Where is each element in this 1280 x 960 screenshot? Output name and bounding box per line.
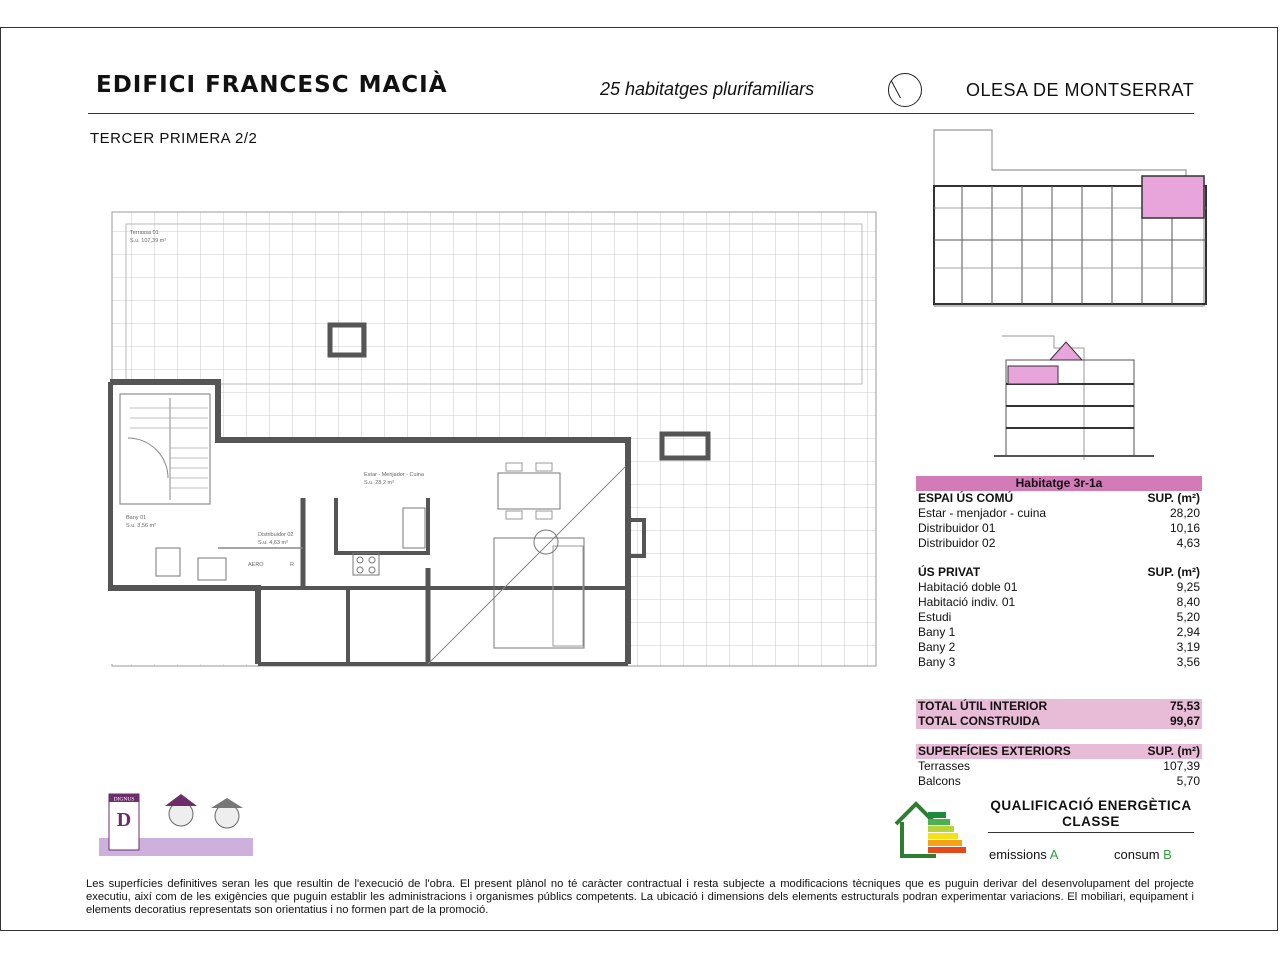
terrace-label: Terrassa 01 — [130, 230, 159, 236]
living-label: Estar - Menjador - Cuina — [364, 472, 424, 478]
table-row — [916, 580, 1202, 595]
project-subtitle: 25 habitatges plurifamiliars — [600, 79, 815, 99]
total-built-row — [916, 714, 1202, 729]
total-built-value: 99,67 — [1169, 714, 1200, 728]
table-row — [916, 506, 1202, 521]
dignus-logo — [99, 786, 253, 856]
energy-divider — [988, 832, 1194, 833]
header-divider — [88, 113, 1194, 114]
row-name: Habitació doble 01 — [918, 580, 1018, 594]
emissions-label: emissions — [989, 847, 1047, 862]
living-area-label: S.u. 28,2 m² — [364, 480, 394, 486]
consumption-grade: B — [1163, 847, 1172, 862]
area-table — [916, 476, 1202, 789]
row-value: 107,39 — [1163, 759, 1200, 773]
row-value: 28,20 — [1169, 506, 1200, 520]
r-label: R — [290, 562, 294, 568]
row-value: 3,19 — [1176, 640, 1200, 654]
aero-label: AERO — [248, 562, 264, 568]
row-name: Balcons — [918, 774, 961, 788]
distributor-area-label: S.u. 4,63 m² — [258, 540, 288, 546]
table-row — [916, 625, 1202, 640]
dwelling-header — [916, 476, 1202, 491]
disclaimer-text: Les superfícies definitives seran les que resultin de l'execució de l'obra. El present plànol no té caràcter contractual i resta subjecte a modificacions tècniques que es puguin derivar del desenvolupament del projecte executiu, així com de les exigències que puguin establir les administracions i organismes públics competents. La ubicació i dimensions dels elements estructurals podran experimentar variacions. El mobiliari, equipament i elements decoratius representats son orientatius i no formen part de la promoció. — [86, 878, 1194, 916]
key-plan — [932, 128, 1216, 314]
consumption-label: consum — [1114, 847, 1160, 862]
table-row — [916, 536, 1202, 551]
row-name: Bany 1 — [918, 625, 956, 639]
logo-letter: D — [116, 809, 132, 831]
energy-title — [988, 798, 1194, 830]
row-value: 5,70 — [1176, 774, 1200, 788]
exterior-header: SUPERFÍCIES EXTERIORS — [918, 744, 1071, 758]
row-name: Terrasses — [918, 759, 971, 773]
emissions-grade: A — [1049, 847, 1059, 862]
row-name: Bany 3 — [918, 655, 956, 669]
logo-brand: DIGNUS — [113, 796, 135, 803]
terrace-area-label: S.u. 107,39 m² — [130, 238, 167, 244]
row-name: Distribuidor 02 — [918, 536, 996, 550]
table-row — [916, 774, 1202, 789]
location-label: OLESA DE MONTSERRAT — [966, 80, 1195, 100]
row-name: Estar - menjador - cuina — [918, 506, 1047, 520]
private-area-header: SUP. (m²) — [1147, 565, 1200, 579]
bath-area-label: S.u. 3,56 m² — [126, 523, 156, 529]
common-area-header: SUP. (m²) — [1147, 491, 1200, 505]
table-row — [916, 610, 1202, 625]
total-built-label: TOTAL CONSTRUIDA — [918, 714, 1040, 728]
building-section — [994, 330, 1154, 470]
consumption-rating — [1114, 847, 1172, 862]
total-interior-value: 75,53 — [1169, 699, 1200, 713]
row-value: 8,40 — [1176, 595, 1200, 609]
table-row — [916, 655, 1202, 670]
north-compass-icon — [888, 73, 922, 107]
row-name: Estudi — [918, 610, 952, 624]
row-value: 2,94 — [1176, 625, 1200, 639]
exterior-header-row — [916, 744, 1202, 759]
private-header: ÚS PRIVAT — [918, 565, 981, 579]
row-name: Distribuidor 01 — [918, 521, 996, 535]
common-header: ESPAI ÚS COMÚ — [918, 491, 1014, 505]
energy-title-line1: QUALIFICACIÓ ENERGÈTICA — [990, 798, 1192, 813]
row-name: Bany 2 — [918, 640, 956, 654]
row-value: 5,20 — [1176, 610, 1200, 624]
distributor-label: Distribuidor 02 — [258, 532, 294, 538]
row-value: 3,56 — [1176, 655, 1200, 669]
building-title: EDIFICI FRANCESC MACIÀ — [96, 72, 448, 98]
energy-house-icon — [892, 800, 972, 860]
row-name: Habitació indiv. 01 — [918, 595, 1016, 609]
total-interior-label: TOTAL ÚTIL INTERIOR — [918, 699, 1048, 713]
total-interior-row — [916, 699, 1202, 714]
row-value: 4,63 — [1176, 536, 1200, 550]
energy-title-line2: CLASSE — [1062, 814, 1120, 829]
exterior-area-header: SUP. (m²) — [1147, 744, 1200, 758]
table-row — [916, 521, 1202, 536]
table-row — [916, 759, 1202, 774]
dwelling-name: Habitatge 3r-1a — [1015, 476, 1103, 490]
bath-label: Bany 01 — [126, 515, 147, 521]
table-row — [916, 595, 1202, 610]
floor-plan — [108, 208, 880, 670]
row-value: 9,25 — [1176, 580, 1200, 594]
table-row — [916, 640, 1202, 655]
row-value: 10,16 — [1169, 521, 1200, 535]
emissions-rating — [989, 847, 1058, 862]
unit-label: TERCER PRIMERA 2/2 — [90, 130, 258, 147]
